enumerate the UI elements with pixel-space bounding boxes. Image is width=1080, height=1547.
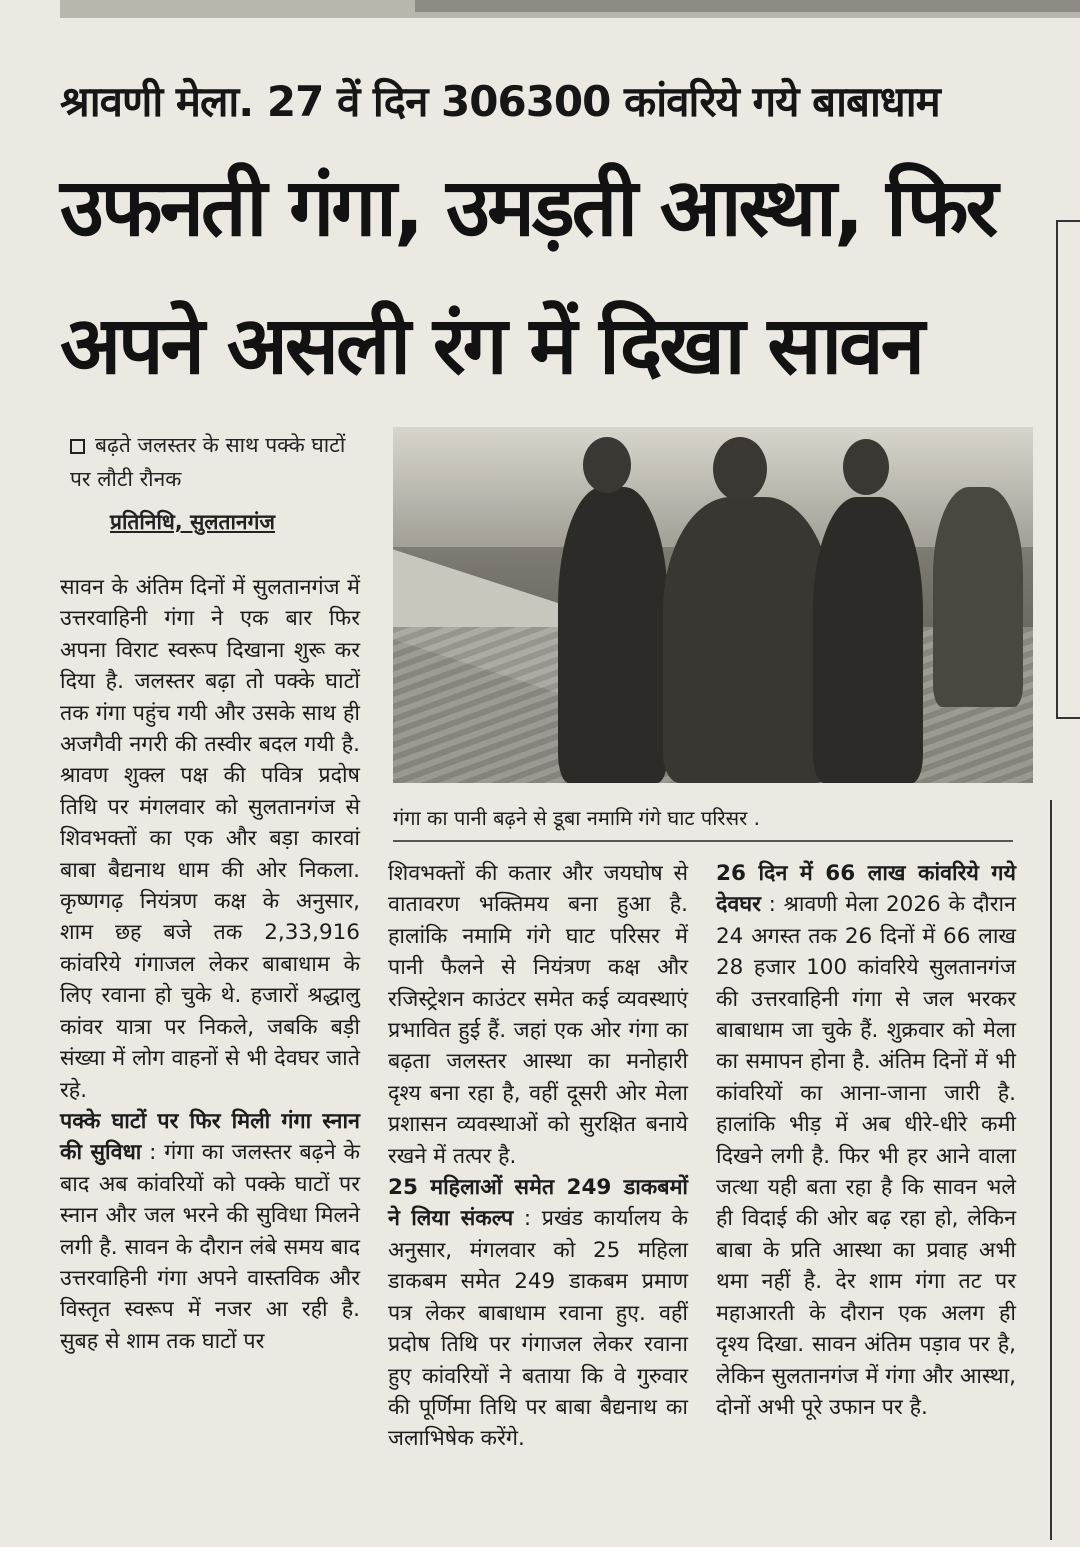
caption-rule <box>393 840 1013 842</box>
column-2-para-2-text: : प्रखंड कार्यालय के अनुसार, मंगलवार को 25 महिला डाकबम समेत 249 डाकबम प्रमाण पत्र लेकर बाबाधाम रवाना हुए. वहीं प्रदोष तिथि पर गंगाजल लेकर रवाना हुए कांवरियों ने बताया कि वे गुरुवार की पूर्णिमा तिथि पर बाबा बैद्यनाथ का जलाभिषेक करेंगे. <box>388 1206 688 1452</box>
column-1-subhead: पक्के घाटों पर फिर मिली गंगा स्नान की सुविधा <box>60 1108 360 1166</box>
photo-person-right <box>813 497 923 783</box>
bullet-square-icon <box>70 439 85 454</box>
column-1-para-2 <box>60 1106 360 1357</box>
adjacent-article-edge <box>1056 220 1080 719</box>
photo-person-center <box>663 497 833 783</box>
column-3-subhead: 26 दिन में 66 लाख कांवरिये गये देवघर <box>716 861 1016 918</box>
photo-crowd-right <box>933 487 1023 707</box>
column-3 <box>716 858 1016 1423</box>
deck-text: बढ़ते जलस्तर के साथ पक्के घाटों पर लौटी रौनक <box>70 433 346 491</box>
column-1-para-2-text: : गंगा का जलस्तर बढ़ने के बाद अब कांवरियों को पक्के घाटों पर स्नान और जल भरने की सुविधा मिलने लगी है. सावन के दौरान लंबे समय बाद उत्तरवाहिनी गंगा अपने वास्तविक और विस्तृत स्वरूप में नजर आ रही है. सुबह से शाम तक घाटों पर <box>60 1140 360 1354</box>
top-band-dark <box>415 0 1080 12</box>
adjacent-column-edge <box>1050 800 1080 1540</box>
news-photo <box>393 427 1033 783</box>
column-2-para-2 <box>388 1172 688 1455</box>
photo-caption: गंगा का पानी बढ़ने से डूबा नमामि गंगे घाट परिसर . <box>393 806 760 830</box>
column-1-para-1: सावन के अंतिम दिनों में सुलतानगंज में उत्तरवाहिनी गंगा ने एक बार फिर अपना विराट स्वरूप दिखाना शुरू कर दिया है. जलस्तर बढ़ा तो पक्के घाटों तक गंगा पहुंच गयी और उसके साथ ही अजगैवी नगरी की तस्वीर बदल गयी है. श्रावण शुक्ल पक्ष की पवित्र प्रदोष तिथि पर मंगलवार को सुलतानगंज से शिवभक्तों का एक और बड़ा कारवां बाबा बैद्यनाथ धाम की ओर निकला. कृष्णगढ़ नियंत्रण कक्ष के अनुसार, शाम छह बजे तक 2,33,916 कांवरिये गंगाजल लेकर बाबाधाम के लिए रवाना हो चुके थे. हजारों श्रद्धालु कांवर यात्रा पर निकले, जबकि बड़ी संख्या में लोग वाहनों से भी देवघर जाते रहे. <box>60 575 360 1103</box>
photo-person-center-head <box>713 437 767 501</box>
kicker-headline: श्रावणी मेला. 27 वें दिन 306300 कांवरिये गये बाबाधाम <box>60 77 940 126</box>
photo-person-left <box>558 487 668 783</box>
byline: प्रतिनिधि, सुलतानगंज <box>110 510 275 534</box>
photo-person-left-head <box>583 437 631 493</box>
photo-person-right-head <box>843 439 889 495</box>
column-2-subhead: 25 महिलाओं समेत 249 डाकबमों ने लिया संकल्प <box>388 1175 688 1232</box>
column-3-para-1-text: : श्रावणी मेला 2026 के दौरान 24 अगस्त तक 26 दिनों में 66 लाख 28 हजार 100 कांवरिये सुलतानगंज की उत्तरवाहिनी गंगा से जल भरकर बाबाधाम जा चुके हैं. शुक्रवार को मेला का समापन होना है. अंतिम दिनों में भी कांवरियों का आना-जाना जारी है. हालांकि भीड़ में अब धीरे-धीरे कमी दिखने लगी है. फिर भी हर आने वाला जत्था यही बता रहा है कि सावन भले ही विदाई की ओर बढ़ रहा हो, लेकिन बाबा के प्रति आस्था का प्रवाह अभी थमा नहीं है. देर शाम गंगा तट पर महाआरती के दौरान एक अलग ही दृश्य दिखा. सावन अंतिम पड़ाव पर है, लेकिन सुलतानगंज में गंगा और आस्था, दोनों अभी पूरे उफान पर है. <box>716 892 1016 1420</box>
column-2-para-1: शिवभक्तों की कतार और जयघोष से वातावरण भक्तिमय बना हुआ है. हालांकि नमामि गंगे घाट परिसर में पानी फैलने से नियंत्रण कक्ष और रजिस्ट्रेशन काउंटर समेत कई व्यवस्थाएं प्रभावित हुई हैं. जहां एक ओर गंगा का बढ़ता जलस्तर आस्था का मनोहारी दृश्य बना रहा है, वहीं दूसरी ओर मेला प्रशासन व्यवस्थाओं को सुरक्षित बनाये रखने में तत्पर है. <box>388 861 688 1169</box>
column-1 <box>60 572 360 1357</box>
main-headline-line1: उफनती गंगा, उमड़ती आस्था, फिर <box>60 161 996 254</box>
column-3-para-1 <box>716 858 1016 1423</box>
main-headline-line2: अपने असली रंग में दिखा सावन <box>60 299 923 392</box>
deck <box>70 428 360 496</box>
column-2 <box>388 858 688 1455</box>
